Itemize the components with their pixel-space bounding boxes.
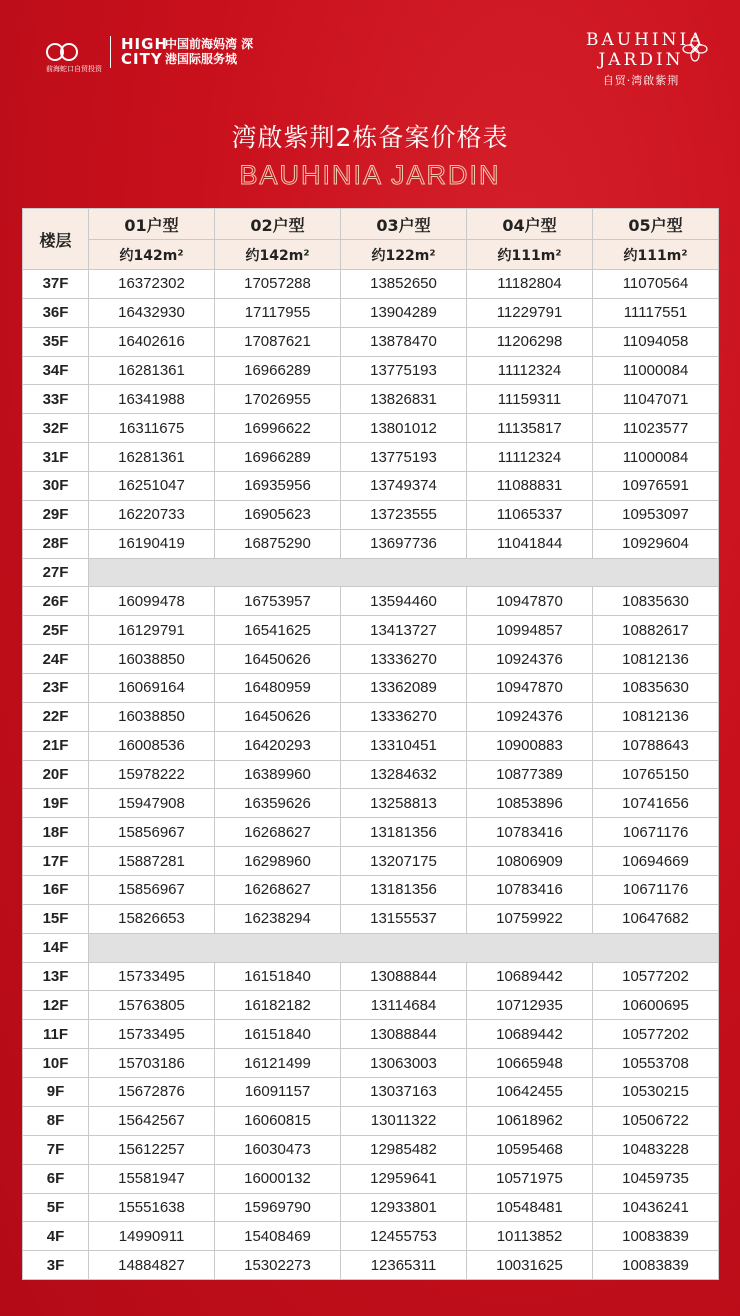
price-cell: 13413727 <box>341 616 467 645</box>
price-cell: 13336270 <box>341 702 467 731</box>
floor-cell: 37F <box>23 270 89 299</box>
table-row <box>23 818 719 847</box>
price-cell: 11112324 <box>467 356 593 385</box>
table-row <box>23 1049 719 1078</box>
page-subtitle: BAUHINIA JARDIN <box>239 160 501 190</box>
price-cell: 10759922 <box>467 904 593 933</box>
price-cell: 16121499 <box>215 1049 341 1078</box>
table-row <box>23 1020 719 1049</box>
price-cell: 11135817 <box>467 414 593 443</box>
price-cell: 13336270 <box>341 645 467 674</box>
price-cell: 16251047 <box>89 472 215 501</box>
empty-floor-cell <box>89 933 719 962</box>
price-cell: 11159311 <box>467 385 593 414</box>
price-cell: 16091157 <box>215 1078 341 1107</box>
price-cell: 16281361 <box>89 443 215 472</box>
price-cell: 16432930 <box>89 298 215 327</box>
price-cell: 13037163 <box>341 1078 467 1107</box>
price-cell: 15672876 <box>89 1078 215 1107</box>
price-cell: 16008536 <box>89 731 215 760</box>
price-cell: 10994857 <box>467 616 593 645</box>
price-cell: 10689442 <box>467 962 593 991</box>
price-cell: 16099478 <box>89 587 215 616</box>
logo-divider <box>110 36 111 68</box>
floor-cell: 29F <box>23 500 89 529</box>
price-cell: 11229791 <box>467 298 593 327</box>
price-cell: 16038850 <box>89 645 215 674</box>
price-cell: 10083839 <box>593 1222 719 1251</box>
price-cell: 10882617 <box>593 616 719 645</box>
price-cell: 16060815 <box>215 1106 341 1135</box>
price-cell: 13088844 <box>341 962 467 991</box>
price-cell: 11047071 <box>593 385 719 414</box>
price-cell: 10553708 <box>593 1049 719 1078</box>
page-header <box>0 0 740 110</box>
price-cell: 10595468 <box>467 1135 593 1164</box>
price-cell: 14884827 <box>89 1251 215 1280</box>
price-cell: 16069164 <box>89 674 215 703</box>
price-cell: 10953097 <box>593 500 719 529</box>
floor-cell: 26F <box>23 587 89 616</box>
price-cell: 15612257 <box>89 1135 215 1164</box>
floor-cell: 8F <box>23 1106 89 1135</box>
floor-cell: 14F <box>23 933 89 962</box>
developer-logos <box>46 35 257 73</box>
price-cell: 13852650 <box>341 270 467 299</box>
price-cell: 10671176 <box>593 818 719 847</box>
price-cell: 10618962 <box>467 1106 593 1135</box>
price-cell: 15733495 <box>89 1020 215 1049</box>
price-cell: 16966289 <box>215 356 341 385</box>
table-row <box>23 1193 719 1222</box>
floor-cell: 7F <box>23 1135 89 1164</box>
price-cell: 10665948 <box>467 1049 593 1078</box>
table-row <box>23 760 719 789</box>
org-name: 前海蛇口自贸投资 <box>46 65 102 73</box>
price-cell: 10976591 <box>593 472 719 501</box>
price-cell: 13723555 <box>341 500 467 529</box>
unit-area-header: 约111m² <box>467 240 593 270</box>
price-cell: 15703186 <box>89 1049 215 1078</box>
price-cell: 16996622 <box>215 414 341 443</box>
bauhinia-brand-sub: 自贸·湾啟紫荆 <box>602 74 680 87</box>
price-cell: 16151840 <box>215 1020 341 1049</box>
table-row <box>23 500 719 529</box>
bauhinia-logo <box>586 30 705 88</box>
price-cell: 12933801 <box>341 1193 467 1222</box>
unit-type-header: 01户型 <box>89 209 215 240</box>
price-cell: 11023577 <box>593 414 719 443</box>
price-cell: 10548481 <box>467 1193 593 1222</box>
floor-cell: 27F <box>23 558 89 587</box>
price-cell: 13207175 <box>341 847 467 876</box>
price-cell: 12985482 <box>341 1135 467 1164</box>
price-cell: 10947870 <box>467 674 593 703</box>
price-cell: 13749374 <box>341 472 467 501</box>
unit-type-header: 04户型 <box>467 209 593 240</box>
price-cell: 10741656 <box>593 789 719 818</box>
price-cell: 10600695 <box>593 991 719 1020</box>
price-cell: 13878470 <box>341 327 467 356</box>
price-cell: 17026955 <box>215 385 341 414</box>
floor-cell: 22F <box>23 702 89 731</box>
price-cell: 10577202 <box>593 962 719 991</box>
price-cell: 10900883 <box>467 731 593 760</box>
floor-cell: 17F <box>23 847 89 876</box>
price-cell: 13284632 <box>341 760 467 789</box>
floor-cell: 15F <box>23 904 89 933</box>
table-row <box>23 327 719 356</box>
floor-cell: 5F <box>23 1193 89 1222</box>
price-cell: 16966289 <box>215 443 341 472</box>
floor-cell: 32F <box>23 414 89 443</box>
price-cell: 10642455 <box>467 1078 593 1107</box>
table-row <box>23 645 719 674</box>
page-title: 湾啟紫荆2栋备案价格表 <box>231 123 509 152</box>
price-cell: 10924376 <box>467 645 593 674</box>
floor-cell: 4F <box>23 1222 89 1251</box>
unit-type-header: 05户型 <box>593 209 719 240</box>
price-cell: 13310451 <box>341 731 467 760</box>
floor-cell: 3F <box>23 1251 89 1280</box>
price-cell: 13181356 <box>341 876 467 905</box>
price-cell: 15978222 <box>89 760 215 789</box>
price-cell: 16038850 <box>89 702 215 731</box>
price-cell: 16151840 <box>215 962 341 991</box>
price-cell: 16875290 <box>215 529 341 558</box>
price-cell: 12959641 <box>341 1164 467 1193</box>
table-row <box>23 414 719 443</box>
price-cell: 16389960 <box>215 760 341 789</box>
price-cell: 17057288 <box>215 270 341 299</box>
price-cell: 13088844 <box>341 1020 467 1049</box>
price-cell: 10929604 <box>593 529 719 558</box>
price-cell: 10689442 <box>467 1020 593 1049</box>
floor-cell: 12F <box>23 991 89 1020</box>
price-cell: 16030473 <box>215 1135 341 1164</box>
table-row <box>23 616 719 645</box>
unit-area-header: 约142m² <box>215 240 341 270</box>
price-cell: 17117955 <box>215 298 341 327</box>
price-cell: 10671176 <box>593 876 719 905</box>
unit-area-header: 约142m² <box>89 240 215 270</box>
price-table <box>22 208 719 1280</box>
price-cell: 16753957 <box>215 587 341 616</box>
price-cell: 10806909 <box>467 847 593 876</box>
price-cell: 12455753 <box>341 1222 467 1251</box>
price-cell: 11182804 <box>467 270 593 299</box>
table-row <box>23 529 719 558</box>
price-cell: 16905623 <box>215 500 341 529</box>
table-row <box>23 270 719 299</box>
table-row <box>23 674 719 703</box>
price-cell: 11041844 <box>467 529 593 558</box>
unit-type-header: 03户型 <box>341 209 467 240</box>
price-cell: 16450626 <box>215 702 341 731</box>
price-cell: 15887281 <box>89 847 215 876</box>
price-cell: 10947870 <box>467 587 593 616</box>
floor-cell: 9F <box>23 1078 89 1107</box>
table-row <box>23 385 719 414</box>
price-cell: 11112324 <box>467 443 593 472</box>
floor-cell: 24F <box>23 645 89 674</box>
high-city-logo: HIGH CITY <box>121 35 169 68</box>
price-cell: 16268627 <box>215 818 341 847</box>
floor-cell: 18F <box>23 818 89 847</box>
floor-cell: 36F <box>23 298 89 327</box>
price-cell: 10436241 <box>593 1193 719 1222</box>
price-cell: 15856967 <box>89 876 215 905</box>
price-cell: 16480959 <box>215 674 341 703</box>
price-cell: 14990911 <box>89 1222 215 1251</box>
price-cell: 16268627 <box>215 876 341 905</box>
price-cell: 10459735 <box>593 1164 719 1193</box>
table-row <box>23 1251 719 1280</box>
table-row <box>23 1222 719 1251</box>
price-cell: 11000084 <box>593 356 719 385</box>
price-cell: 16190419 <box>89 529 215 558</box>
price-cell: 15642567 <box>89 1106 215 1135</box>
floor-cell: 28F <box>23 529 89 558</box>
price-cell: 11206298 <box>467 327 593 356</box>
price-cell: 10783416 <box>467 876 593 905</box>
price-cell: 10812136 <box>593 645 719 674</box>
price-cell: 15581947 <box>89 1164 215 1193</box>
price-cell: 10924376 <box>467 702 593 731</box>
price-cell: 11088831 <box>467 472 593 501</box>
table-row <box>23 962 719 991</box>
floor-cell: 13F <box>23 962 89 991</box>
price-cell: 10853896 <box>467 789 593 818</box>
floor-cell: 34F <box>23 356 89 385</box>
price-cell: 13594460 <box>341 587 467 616</box>
price-cell: 13775193 <box>341 356 467 385</box>
floor-cell: 20F <box>23 760 89 789</box>
table-row <box>23 1164 719 1193</box>
price-cell: 13181356 <box>341 818 467 847</box>
price-cell: 16298960 <box>215 847 341 876</box>
price-cell: 13114684 <box>341 991 467 1020</box>
price-cell: 16220733 <box>89 500 215 529</box>
floor-cell: 35F <box>23 327 89 356</box>
price-cell: 16541625 <box>215 616 341 645</box>
price-cell: 10571975 <box>467 1164 593 1193</box>
price-cell: 16402616 <box>89 327 215 356</box>
unit-area-header: 约111m² <box>593 240 719 270</box>
price-cell: 16000132 <box>215 1164 341 1193</box>
price-cell: 16420293 <box>215 731 341 760</box>
table-row <box>23 1135 719 1164</box>
qianhai-logo-icon <box>46 41 102 73</box>
price-cell: 10783416 <box>467 818 593 847</box>
floor-cell: 30F <box>23 472 89 501</box>
floor-cell: 31F <box>23 443 89 472</box>
price-cell: 16359626 <box>215 789 341 818</box>
price-cell: 13826831 <box>341 385 467 414</box>
price-cell: 15826653 <box>89 904 215 933</box>
table-row <box>23 847 719 876</box>
table-row <box>23 558 719 587</box>
price-cell: 13155537 <box>341 904 467 933</box>
table-row <box>23 731 719 760</box>
price-cell: 17087621 <box>215 327 341 356</box>
floor-cell: 25F <box>23 616 89 645</box>
price-cell: 15856967 <box>89 818 215 847</box>
floor-cell: 11F <box>23 1020 89 1049</box>
price-cell: 13011322 <box>341 1106 467 1135</box>
floor-cell: 10F <box>23 1049 89 1078</box>
table-row <box>23 298 719 327</box>
price-cell: 10812136 <box>593 702 719 731</box>
table-row <box>23 587 719 616</box>
table-row <box>23 1106 719 1135</box>
price-cell: 10647682 <box>593 904 719 933</box>
price-cell: 10483228 <box>593 1135 719 1164</box>
table-row <box>23 472 719 501</box>
price-cell: 15408469 <box>215 1222 341 1251</box>
floor-header: 楼层 <box>23 209 89 270</box>
table-row <box>23 876 719 905</box>
price-cell: 16182182 <box>215 991 341 1020</box>
price-cell: 16238294 <box>215 904 341 933</box>
price-cell: 15302273 <box>215 1251 341 1280</box>
table-row <box>23 443 719 472</box>
price-cell: 13697736 <box>341 529 467 558</box>
price-cell: 13775193 <box>341 443 467 472</box>
price-cell: 13063003 <box>341 1049 467 1078</box>
price-cell: 15947908 <box>89 789 215 818</box>
floor-cell: 21F <box>23 731 89 760</box>
price-cell: 11094058 <box>593 327 719 356</box>
price-cell: 11117551 <box>593 298 719 327</box>
table-row <box>23 904 719 933</box>
floor-cell: 33F <box>23 385 89 414</box>
table-row <box>23 933 719 962</box>
price-cell: 10031625 <box>467 1251 593 1280</box>
price-cell: 11000084 <box>593 443 719 472</box>
price-cell: 12365311 <box>341 1251 467 1280</box>
price-cell: 10835630 <box>593 587 719 616</box>
price-cell: 16281361 <box>89 356 215 385</box>
price-cell: 10694669 <box>593 847 719 876</box>
price-cell: 13258813 <box>341 789 467 818</box>
price-cell: 15763805 <box>89 991 215 1020</box>
price-cell: 11070564 <box>593 270 719 299</box>
price-cell: 11065337 <box>467 500 593 529</box>
table-row <box>23 356 719 385</box>
table-row <box>23 991 719 1020</box>
price-cell: 13362089 <box>341 674 467 703</box>
price-cell: 16935956 <box>215 472 341 501</box>
price-cell: 10577202 <box>593 1020 719 1049</box>
price-cell: 10083839 <box>593 1251 719 1280</box>
floor-cell: 16F <box>23 876 89 905</box>
price-cell: 10788643 <box>593 731 719 760</box>
price-cell: 15551638 <box>89 1193 215 1222</box>
price-cell: 10506722 <box>593 1106 719 1135</box>
price-cell: 16372302 <box>89 270 215 299</box>
price-cell: 16450626 <box>215 645 341 674</box>
unit-area-header: 约122m² <box>341 240 467 270</box>
price-cell: 10530215 <box>593 1078 719 1107</box>
table-row <box>23 789 719 818</box>
empty-floor-cell <box>89 558 719 587</box>
unit-type-header: 02户型 <box>215 209 341 240</box>
price-cell: 10765150 <box>593 760 719 789</box>
price-cell: 10835630 <box>593 674 719 703</box>
bauhinia-brand-name: BAUHINIA JARDIN <box>586 30 705 70</box>
floor-cell: 19F <box>23 789 89 818</box>
price-cell: 13904289 <box>341 298 467 327</box>
price-cell: 15733495 <box>89 962 215 991</box>
price-cell: 10113852 <box>467 1222 593 1251</box>
price-cell: 16311675 <box>89 414 215 443</box>
price-cell: 15969790 <box>215 1193 341 1222</box>
table-row <box>23 702 719 731</box>
floor-cell: 6F <box>23 1164 89 1193</box>
price-cell: 13801012 <box>341 414 467 443</box>
bauhinia-flower-icon <box>682 36 708 62</box>
high-city-cn-name: 中国前海妈湾 深港国际服务城 <box>165 37 254 66</box>
price-cell: 16341988 <box>89 385 215 414</box>
price-cell: 10877389 <box>467 760 593 789</box>
table-row <box>23 1078 719 1107</box>
price-cell: 16129791 <box>89 616 215 645</box>
price-cell: 10712935 <box>467 991 593 1020</box>
floor-cell: 23F <box>23 674 89 703</box>
